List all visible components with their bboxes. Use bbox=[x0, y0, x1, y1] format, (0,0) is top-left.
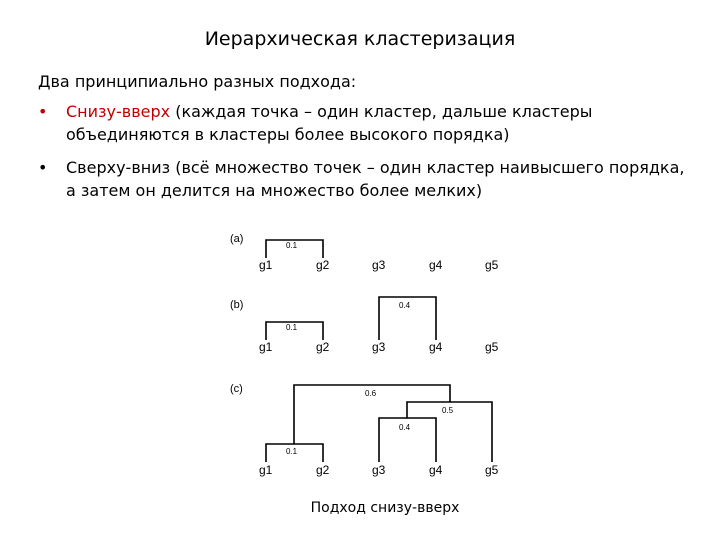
bullet-highlight: Снизу-вверх bbox=[66, 102, 171, 121]
bullet-top-down bbox=[38, 156, 698, 202]
dendrogram-svg bbox=[226, 222, 516, 480]
bullet-marker: • bbox=[38, 102, 48, 121]
bullet-text: Сверху-вниз (всё множество точек – один кластер наивысшего порядка, а затем он делится на множество более мелких) bbox=[66, 158, 685, 200]
bullet-bottom-up bbox=[38, 100, 698, 146]
panel-label-a: (a) bbox=[230, 233, 244, 245]
leaf-label: g2 bbox=[316, 463, 330, 477]
intro-text: Два принципиально разных подхода: bbox=[38, 72, 357, 91]
panel-label-b: (b) bbox=[230, 299, 244, 311]
leaf-label: g2 bbox=[316, 258, 330, 272]
merge-value: 0.1 bbox=[286, 323, 298, 332]
merge-value: 0.4 bbox=[399, 301, 411, 310]
leaf-label: g4 bbox=[429, 258, 443, 272]
leaf-label: g4 bbox=[429, 340, 443, 354]
merge-value: 0.4 bbox=[399, 423, 411, 432]
merge-value: 0.1 bbox=[286, 241, 298, 250]
leaf-label: g1 bbox=[259, 463, 273, 477]
leaf-label: g1 bbox=[259, 340, 273, 354]
leaf-label: g5 bbox=[485, 463, 499, 477]
merge-value: 0.1 bbox=[286, 447, 298, 456]
bullet-marker: • bbox=[38, 158, 48, 177]
leaf-label: g2 bbox=[316, 340, 330, 354]
leaf-label: g3 bbox=[372, 340, 386, 354]
dendrogram-figure bbox=[226, 222, 516, 484]
leaf-label: g1 bbox=[259, 258, 273, 272]
leaf-label: g5 bbox=[485, 340, 499, 354]
merge-value: 0.6 bbox=[365, 389, 377, 398]
leaf-label: g3 bbox=[372, 258, 386, 272]
merge-value: 0.5 bbox=[442, 406, 454, 415]
panel-label-c: (c) bbox=[230, 383, 243, 395]
leaf-label: g4 bbox=[429, 463, 443, 477]
figure-caption: Подход снизу-вверх bbox=[310, 500, 460, 516]
bullet-body: (каждая точка – один кластер, дальше кластеры объединяются в кластеры более высокого порядка) bbox=[66, 102, 593, 144]
bullet-text bbox=[66, 100, 698, 146]
leaf-label: g5 bbox=[485, 258, 499, 272]
slide-title: Иерархическая кластеризация bbox=[204, 28, 516, 50]
leaf-label: g3 bbox=[372, 463, 386, 477]
